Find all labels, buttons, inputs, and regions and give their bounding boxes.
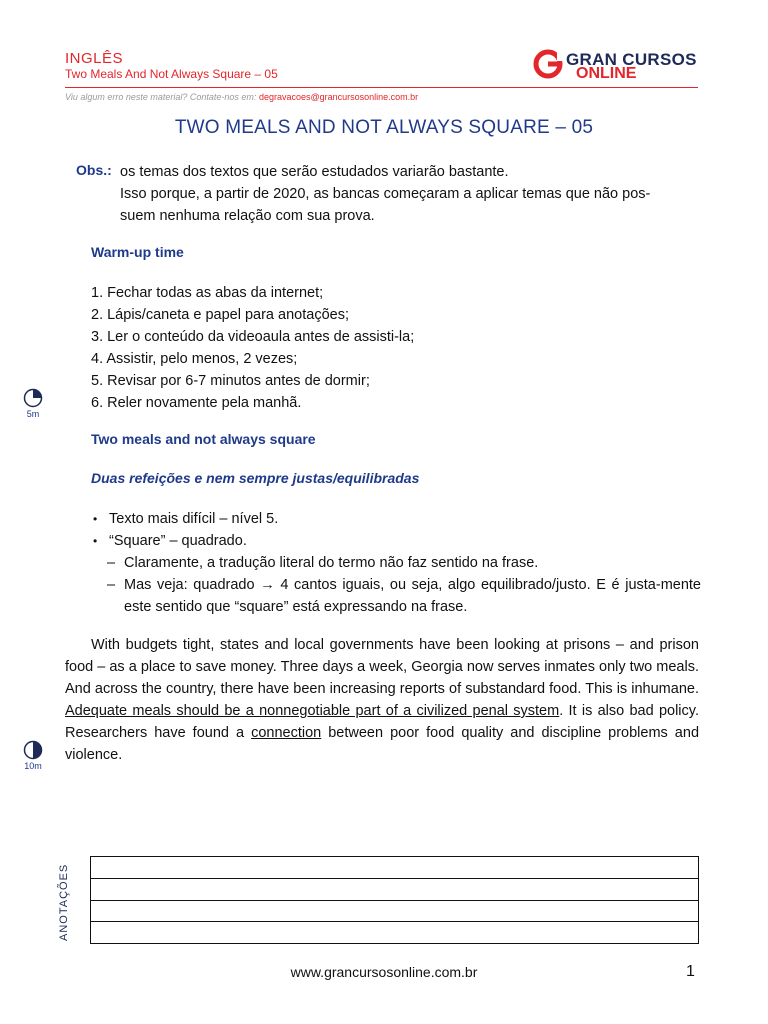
list-item: 2. Lápis/caneta e papel para anotações; xyxy=(91,307,349,323)
obs-line-1: os temas dos textos que serão estudados variarão bastante. xyxy=(120,164,509,180)
gran-cursos-logo xyxy=(533,49,703,83)
contact-email-link[interactable]: degravacoes@grancursosonline.com.br xyxy=(258,92,419,102)
logo-g-icon xyxy=(533,49,563,79)
notes-rule xyxy=(91,921,698,922)
logo-text-online: ONLINE xyxy=(576,65,637,82)
header-divider xyxy=(65,87,698,88)
sub-bullet-item xyxy=(91,574,701,618)
dash-icon: – xyxy=(107,555,116,571)
notes-label-text: ANOTAÇÕES xyxy=(58,863,70,941)
lesson-subtitle: Two Meals And Not Always Square – 05 xyxy=(65,67,278,81)
warmup-heading: Warm-up time xyxy=(91,244,184,260)
notes-rule xyxy=(91,878,698,879)
dash-icon: – xyxy=(107,577,116,593)
obs-line-3: suem nenhuma relação com sua prova. xyxy=(120,208,375,224)
timer-10m xyxy=(22,740,44,771)
contact-prefix: Viu algum erro neste material? Contate-nos em: xyxy=(65,92,259,102)
bullet-text: “Square” – quadrado. xyxy=(109,533,247,549)
obs-line-2: Isso porque, a partir de 2020, as bancas começaram a aplicar temas que não pos- xyxy=(120,186,651,202)
bullet-dot-icon: • xyxy=(93,534,98,548)
contact-line xyxy=(65,92,418,102)
bullet-item xyxy=(91,508,701,530)
paragraph-part-2: . It is also bad policy. Researchers have found a xyxy=(65,703,699,741)
paragraph-part-3: between poor food quality and discipline problems and violence. xyxy=(65,725,700,763)
bullet-item xyxy=(91,530,701,552)
list-item: 1. Fechar todas as abas da internet; xyxy=(91,285,324,301)
list-item: 5. Revisar por 6-7 minutos antes de dormir; xyxy=(91,373,370,389)
section-heading: Two meals and not always square xyxy=(91,431,316,447)
logo-text-gran-cursos: GRAN CURSOS xyxy=(566,50,697,69)
subject-title: INGLÊS xyxy=(65,50,124,67)
list-item: 3. Ler o conteúdo da videoaula antes de assisti-la; xyxy=(91,329,415,345)
obs-label: Obs.: xyxy=(76,162,112,178)
list-item: 4. Assistir, pelo menos, 2 vezes; xyxy=(91,351,298,367)
page-title: TWO MEALS AND NOT ALWAYS SQUARE – 05 xyxy=(174,117,594,138)
reading-paragraph xyxy=(65,634,699,766)
notes-bullets xyxy=(91,508,701,618)
notes-label xyxy=(58,855,86,941)
list-item: 6. Reler novamente pela manhã. xyxy=(91,395,302,411)
obs-text xyxy=(120,161,700,227)
sub-bullet-text: Claramente, a tradução literal do termo não faz sentido na frase. xyxy=(124,555,539,571)
timer-10m-icon xyxy=(23,740,43,760)
underlined-phrase-1: Adequate meals should be a nonnegotiable part of a civilized penal system xyxy=(65,703,560,719)
timer-5m xyxy=(22,388,44,419)
warmup-list xyxy=(91,282,414,414)
footer-url-link[interactable]: www.grancursosonline.com.br xyxy=(290,964,478,980)
timer-10m-label: 10m xyxy=(24,761,42,771)
bullet-text: Texto mais difícil – nível 5. xyxy=(109,511,279,527)
page-number: 1 xyxy=(686,963,695,980)
timer-5m-icon xyxy=(23,388,43,408)
paragraph-part-1: With budgets tight, states and local governments have been looking at prisons – and prison food – as a place to save money. Three days a week, Georgia now serves inmates only two meals. And across the country, there have been increasing reports of substandard food. This is inhumane. xyxy=(65,637,699,697)
notes-box[interactable] xyxy=(90,856,699,944)
sub-bullet-item xyxy=(91,552,701,574)
timer-5m-label: 5m xyxy=(26,409,40,419)
section-translation: Duas refeições e nem sempre justas/equilibradas xyxy=(91,470,420,486)
sub-bullet-text: Mas veja: quadrado → 4 cantos iguais, ou seja, algo equilibrado/justo. E é justa-mente este sentido que “square” está expressando na frase. xyxy=(124,577,701,615)
notes-rule xyxy=(91,900,698,901)
bullet-dot-icon: • xyxy=(93,512,98,526)
underlined-phrase-2: connection xyxy=(251,725,322,741)
